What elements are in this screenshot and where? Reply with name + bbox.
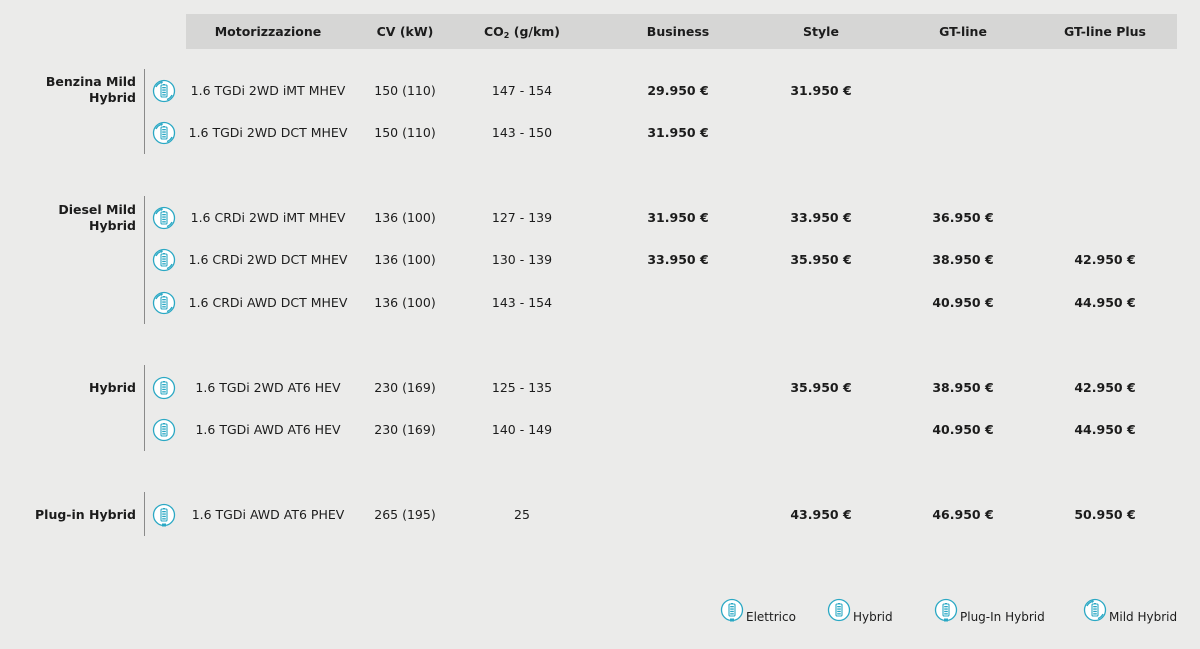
group-divider [144,69,145,154]
price-business: 33.950 € [647,252,709,267]
engine-cell: 1.6 CRDi 2WD iMT MHEV [190,210,346,225]
engine-cell: 1.6 TGDi AWD AT6 HEV [195,422,341,437]
hybrid-icon [152,418,176,442]
price-gtline: 38.950 € [932,252,994,267]
price-style: 33.950 € [790,210,852,225]
electric-icon [720,598,744,622]
price-gtlineplus: 42.950 € [1074,252,1136,267]
price-style: 31.950 € [790,83,852,98]
cv-cell: 150 (110) [374,125,436,140]
header-cv: CV (kW) [376,24,434,39]
price-style: 35.950 € [790,380,852,395]
group-label: Plug-in Hybrid [35,507,136,522]
cv-cell: 230 (169) [374,380,436,395]
co2-header-prefix: CO [483,24,504,39]
price-gtlineplus: 44.950 € [1074,295,1136,310]
mild-hybrid-icon [1083,598,1107,622]
co2-cell: 125 - 135 [491,380,553,395]
price-gtline: 40.950 € [932,295,994,310]
hybrid-icon [152,376,176,400]
cv-cell: 230 (169) [374,422,436,437]
mild-hybrid-icon [152,291,176,315]
price-style: 43.950 € [790,507,852,522]
co2-cell: 127 - 139 [491,210,553,225]
co2-cell: 25 [514,507,530,522]
group-label: Benzina Mild Hybrid [45,74,136,105]
cv-cell: 265 (195) [374,507,436,522]
price-business: 29.950 € [647,83,709,98]
price-business: 31.950 € [647,125,709,140]
mild-hybrid-icon [152,248,176,272]
price-gtline: 46.950 € [932,507,994,522]
cv-cell: 136 (100) [374,295,436,310]
engine-cell: 1.6 TGDi 2WD DCT MHEV [188,125,348,140]
co2-cell: 130 - 139 [491,252,553,267]
header-gtline: GT-line [939,24,987,39]
header-gtlineplus: GT-line Plus [1063,24,1147,39]
cv-cell: 136 (100) [374,252,436,267]
engine-cell: 1.6 TGDi 2WD iMT MHEV [190,83,346,98]
co2-cell: 140 - 149 [491,422,553,437]
plug-in-hybrid-icon [934,598,958,622]
price-gtlineplus: 42.950 € [1074,380,1136,395]
co2-header-subscript: 2 [503,31,510,40]
mild-hybrid-icon [152,121,176,145]
co2-header-suffix: (g/km) [509,24,561,39]
mild-hybrid-icon [152,79,176,103]
plug-in-hybrid-icon [152,503,176,527]
group-label: Diesel Mild Hybrid [58,202,136,233]
header-motorizzazione: Motorizzazione [214,24,322,39]
price-gtlineplus: 50.950 € [1074,507,1136,522]
hybrid-icon [827,598,851,622]
legend-label: Elettrico [746,610,796,624]
price-gtline: 36.950 € [932,210,994,225]
mild-hybrid-icon [152,206,176,230]
co2-cell: 143 - 154 [491,295,553,310]
cv-cell: 136 (100) [374,210,436,225]
price-gtline: 38.950 € [932,380,994,395]
price-gtline: 40.950 € [932,422,994,437]
group-label: Hybrid [89,380,136,395]
cv-cell: 150 (110) [374,83,436,98]
legend-label: Hybrid [853,610,893,624]
header-business: Business [646,24,710,39]
co2-cell: 147 - 154 [491,83,553,98]
legend-label: Plug-In Hybrid [960,610,1045,624]
engine-cell: 1.6 CRDi 2WD DCT MHEV [188,252,348,267]
price-business: 31.950 € [647,210,709,225]
price-gtlineplus: 44.950 € [1074,422,1136,437]
group-divider [144,492,145,536]
legend-label: Mild Hybrid [1109,610,1178,624]
group-divider [144,365,145,451]
engine-cell: 1.6 TGDi AWD AT6 PHEV [191,507,345,522]
co2-cell: 143 - 150 [491,125,553,140]
price-style: 35.950 € [790,252,852,267]
header-style: Style [803,24,839,39]
group-divider [144,196,145,324]
engine-cell: 1.6 TGDi 2WD AT6 HEV [195,380,341,395]
engine-cell: 1.6 CRDi AWD DCT MHEV [188,295,348,310]
header-co2 [484,14,560,49]
